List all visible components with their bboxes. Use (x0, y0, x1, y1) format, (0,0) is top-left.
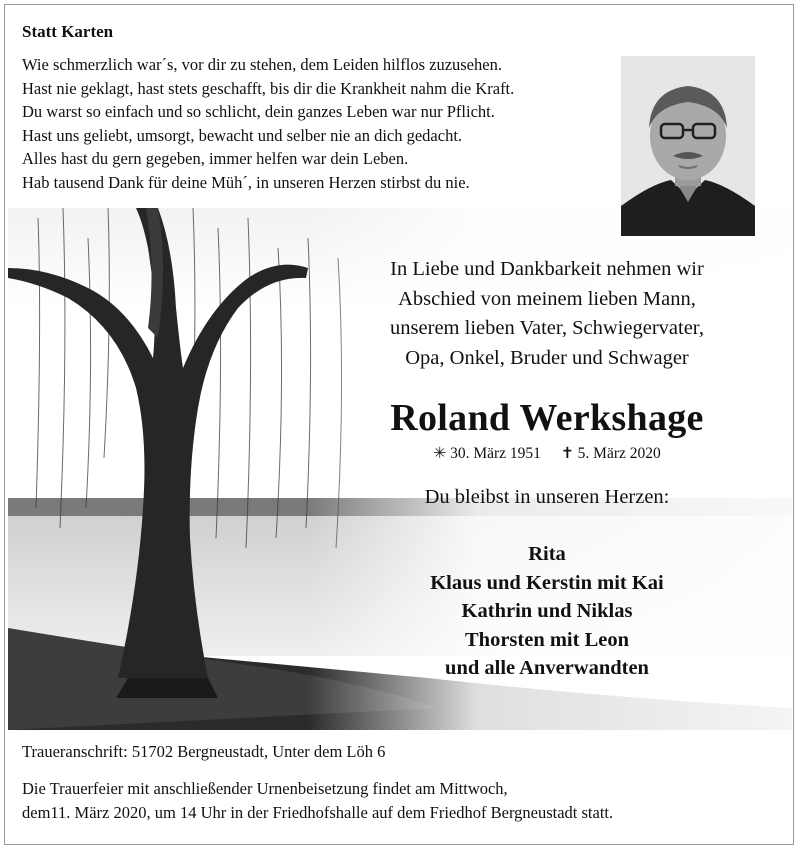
ceremony-line: Die Trauerfeier mit anschließender Urnenbeisetzung findet am Mittwoch, (22, 779, 508, 798)
ceremony-line: dem11. März 2020, um 14 Uhr in der Friedhofshalle auf dem Friedhof Bergneustadt statt. (22, 802, 614, 822)
remembrance-line: Du bleibst in unseren Herzen: (424, 486, 670, 508)
birth-date: ✳ 30. März 1951 (433, 445, 541, 462)
intro-line: Opa, Onkel, Bruder und Schwager (405, 346, 689, 369)
intro-line: unserem lieben Vater, Schwiegervater, (390, 317, 704, 339)
mourner-entry: Klaus und Kerstin mit Kai (430, 571, 664, 594)
intro-line: Abschied von meinem lieben Mann, (398, 287, 696, 310)
death-date: ✝ 5. März 2020 (560, 445, 661, 462)
portrait-illustration (621, 56, 755, 236)
poem-line: Du warst so einfach und so schlicht, dein ganzes Leben war nur Pflicht. (22, 102, 495, 122)
intro-line: In Liebe und Dankbarkeit nehmen wir (390, 258, 704, 280)
ceremony-info (22, 777, 762, 824)
poem-line: Alles hast du gern gegeben, immer helfen war dein Leben. (22, 149, 409, 169)
mourners-list (352, 540, 742, 683)
portrait-photo (621, 56, 755, 236)
poem-line: Hab tausend Dank für deine Müh´, in unseren Herzen stirbst du nie. (22, 172, 470, 192)
poem-line: Wie schmerzlich war´s, vor dir zu stehen, dem Leiden hilflos zuzusehen. (22, 55, 502, 74)
poem-line: Hast uns geliebt, umsorgt, bewacht und selber nie an dich gedacht. (22, 125, 463, 145)
deceased-name: Roland Werkshage (390, 397, 704, 439)
mourner-entry: Thorsten mit Leon (465, 628, 629, 651)
life-dates (352, 444, 742, 463)
notice-header: Statt Karten (22, 22, 114, 41)
farewell-intro (352, 255, 742, 373)
mourner-entry: Rita (528, 543, 566, 565)
mourner-entry: und alle Anverwandten (445, 657, 649, 679)
poem-line: Hast nie geklagt, hast stets geschafft, bis dir die Krankheit nahm die Kraft. (22, 78, 515, 98)
mourner-entry: Kathrin und Niklas (461, 600, 633, 622)
poem (22, 53, 622, 195)
mourning-address: Traueranschrift: 51702 Bergneustadt, Unter dem Löh 6 (22, 742, 386, 761)
